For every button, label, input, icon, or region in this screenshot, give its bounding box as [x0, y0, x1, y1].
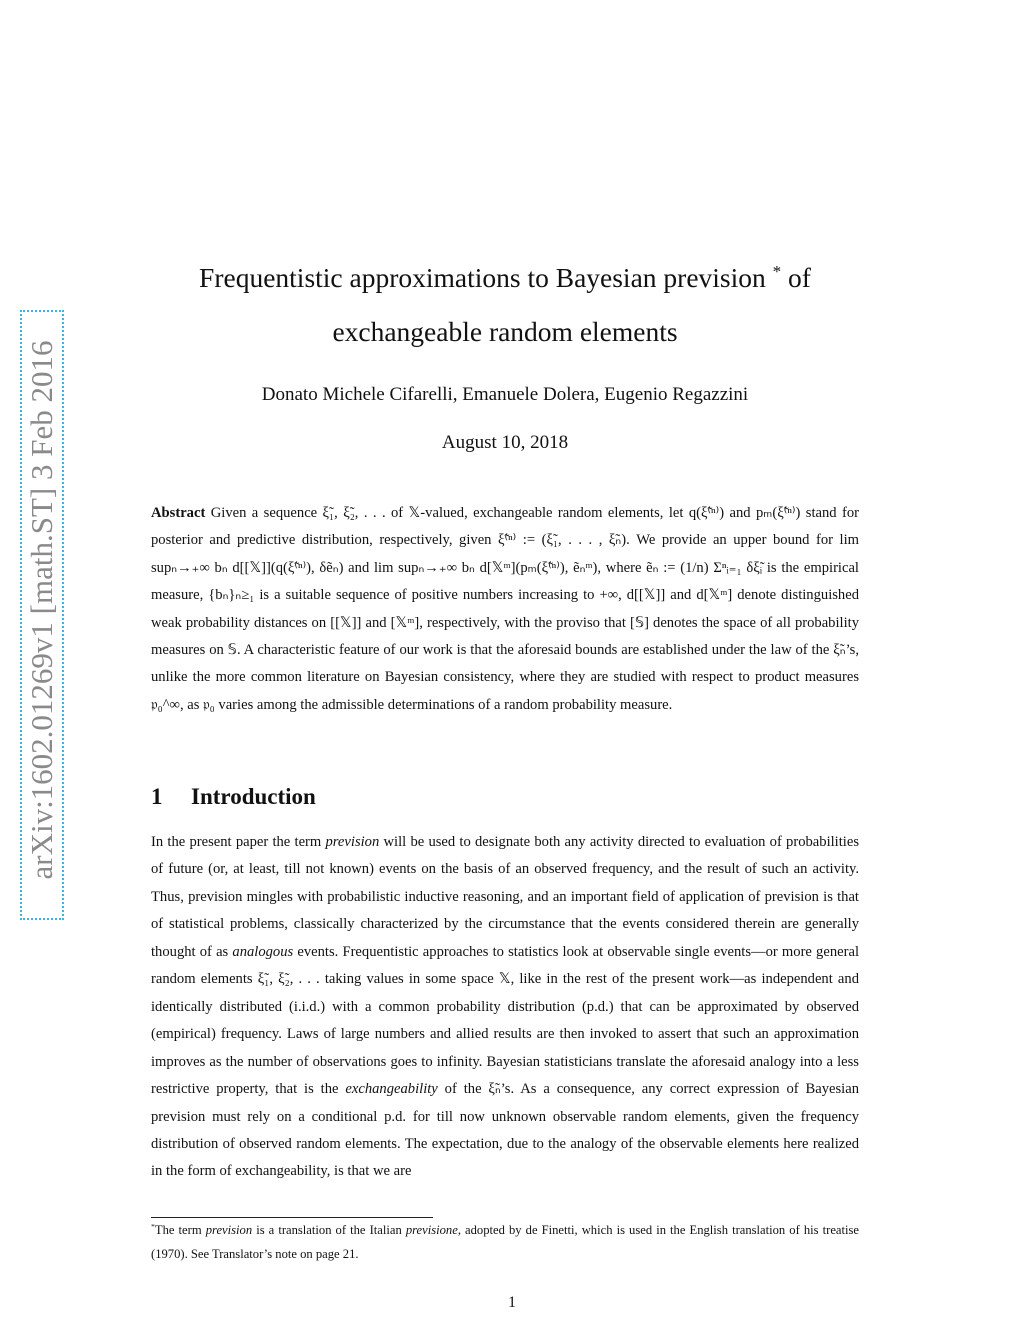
intro-text-1: In the present paper the term: [151, 834, 326, 850]
arxiv-identifier-stamp: arXiv:1602.01269v1 [math.ST] 3 Feb 2016: [24, 340, 59, 880]
footnote-rule: [151, 1217, 433, 1218]
footnote-text-1: The term: [154, 1223, 206, 1237]
footnote-text-3: , adopted by de Finetti, which is used in the English translation of his treatise (1970). See Translator’s note on page 21.: [151, 1223, 859, 1261]
abstract-label: Abstract: [151, 505, 206, 521]
footnote-text-2: is a translation of the Italian: [252, 1223, 406, 1237]
title-line-1-end: of: [788, 262, 811, 293]
footnote-mark: *: [151, 1221, 155, 1231]
footnote: [151, 1219, 859, 1266]
intro-text-2: will be used to designate both any activity directed to evaluation of probabilities of future (or, at least, till not known) events on the basis of an observed frequency, and the result of such an activity. Thus, prevision mingles with probabilistic inductive reasoning, and an important field of application of prevision is that of statistical problems, classically characterized by the circumstance that the events considered therein are generally thought of as: [151, 834, 859, 960]
section-title: Introduction: [191, 784, 316, 809]
intro-emphasis-prevision: prevision: [325, 834, 380, 850]
abstract-text: Given a sequence ξ̃₁, ξ̃₂, . . . of 𝕏-valued, exchangeable random elements, let q(ξ̃⁽ⁿ⁾) and pₘ(ξ̃⁽ⁿ⁾) stand for posterior and predictive distribution, respectively, given ξ̃⁽ⁿ⁾ := (ξ̃₁, . . . , ξ̃ₙ). We provide an upper bound for lim supₙ→₊∞ bₙ d[[𝕏]](q(ξ̃⁽ⁿ⁾), δẽₙ) and lim supₙ→₊∞ bₙ d[𝕏ᵐ](pₘ(ξ̃⁽ⁿ⁾), ẽₙᵐ), where ẽₙ := (1/n) Σⁿᵢ₌₁ δξ̃ᵢ is the empirical measure, {bₙ}ₙ≥₁ is a suitable sequence of positive numbers increasing to +∞, d[[𝕏]] and d[𝕏ᵐ] denote distinguished weak probability distances on [[𝕏]] and [𝕏ᵐ], respectively, with the proviso that [𝕊] denotes the space of all probability measures on 𝕊. A characteristic feature of our work is that the aforesaid bounds are established under the law of the ξ̃ₙ’s, unlike the more common literature on Bayesian consistency, where they are studied with respect to product measures 𝔭₀^∞, as 𝔭₀ varies among the admissible determinations of a random probability measure.: [151, 505, 859, 713]
footnote-emphasis-prevision: prevision: [205, 1223, 253, 1237]
intro-emphasis-analogous: analogous: [232, 943, 294, 960]
section-heading: [151, 784, 316, 810]
introduction-paragraph: [151, 829, 859, 1186]
title-footnote-mark: *: [772, 261, 782, 281]
section-number: 1: [151, 784, 163, 809]
footnote-emphasis-previsione: previsione: [405, 1223, 458, 1237]
author-list: Donato Michele Cifarelli, Emanuele Dolera, Eugenio Regazzini: [261, 384, 749, 405]
intro-text-4: of the ξ̃ₙ’s. As a consequence, any correct expression of Bayesian prevision must rely on a conditional p.d. for till now unknown observable random elements, given the frequency distribution of observed random elements. The expectation, due to the analogy of the observable elements here realized in the form of exchangeability, is that we are: [151, 1081, 859, 1180]
intro-text-3: events. Frequentistic approaches to statistics look at observable single events—or more general random elements ξ̃₁, ξ̃₂, . . . taking values in some space 𝕏, like in the rest of the present work—as independent and identically distributed (i.i.d.) with a common probability distribution (p.d.) that can be approximated by observed (empirical) frequency. Laws of large numbers and allied results are then invoked to assert that such an approximation improves as the number of observations goes to infinity. Bayesian statisticians translate the aforesaid analogy into a less restrictive property, that is the: [151, 943, 859, 1098]
publication-date: August 10, 2018: [441, 432, 569, 453]
page-number: 1: [508, 1294, 516, 1311]
intro-emphasis-exchangeability: exchangeability: [345, 1081, 438, 1098]
title-line-1-text: Frequentistic approximations to Bayesian prevision: [199, 262, 766, 293]
paper-title-line-2: exchangeable random elements: [332, 316, 678, 347]
abstract: [151, 500, 859, 719]
paper-title-line-1: [150, 262, 860, 294]
